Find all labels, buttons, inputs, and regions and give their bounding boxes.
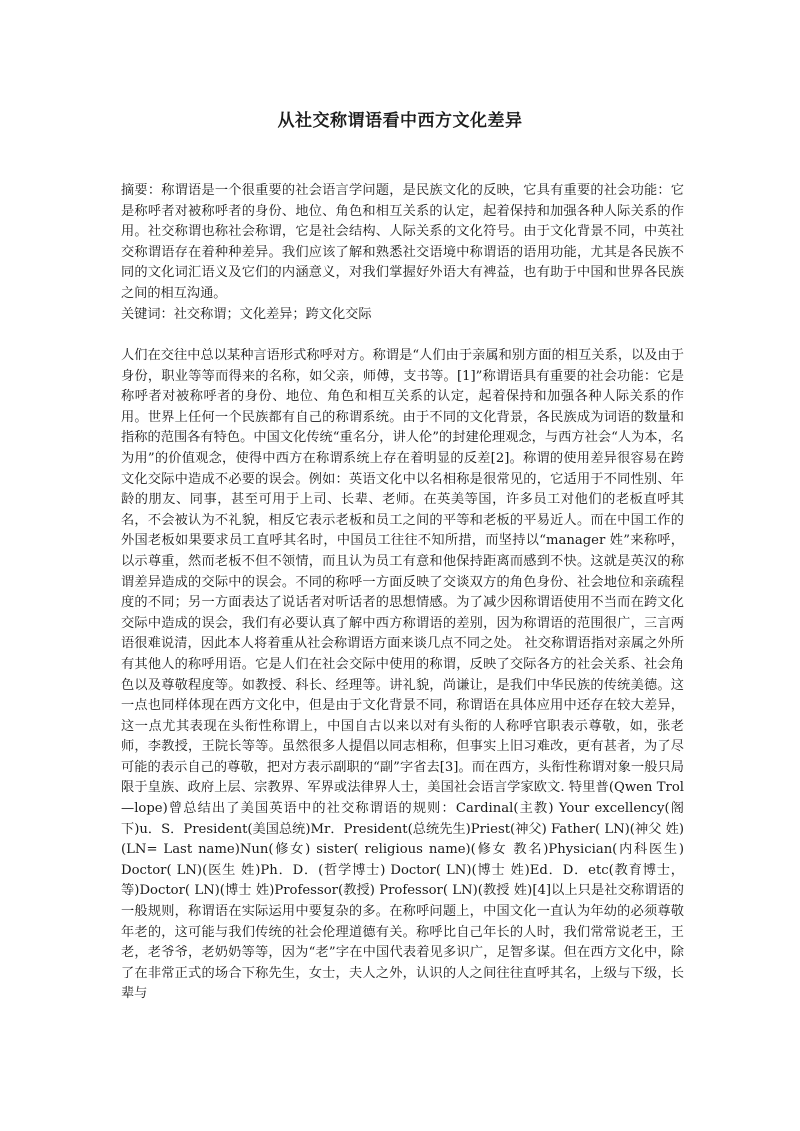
main-body — [121, 346, 684, 1005]
abstract-paragraph: 摘要：称谓语是一个很重要的社会语言学问题，是民族文化的反映，它具有重要的社会功能：它是称呼者对被称呼者的身份、地位、角色和相互关系的认定，起着保持和加强各种人际关系的作用。社交称谓也称社会称谓，它是社会结构、人际关系的文化符号。由于文化背景不同，中英社交称谓语存在着种种差异。我们应该了解和熟悉社交语境中称谓语的语用功能，尤其是各民族不同的文化词汇语义及它们的内涵意义，对我们掌握好外语大有裨益，也有助于中国和世界各民族之间的相互沟通。 — [121, 183, 684, 301]
document-title: 从社交称谓语看中西方文化差异 — [277, 111, 523, 131]
abstract-section — [121, 181, 684, 325]
keywords-line: 关键词：社交称谓；文化差异；跨文化交际 — [121, 306, 372, 322]
body-paragraph: 人们在交往中总以某种言语形式称呼对方。称谓是“人们由于亲属和别方面的相互关系，以及由于身份，职业等等而得来的名称，如父亲，师傅，支书等。[1]”称谓语具有重要的社会功能：它是称呼者对被称呼者的身份、地位、角色和相互关系的认定，起着保持和加强各种人际关系的作用。世界上任何一个民族都有自己的称谓系统。由于不同的文化背景，各民族成为词语的数量和指称的范围各有特色。中国文化传统“重名分，讲人伦”的封建伦理观念，与西方社会“人为本，名为用”的价值观念，使得中西方在称谓系统上存在着明显的反差[2]。称谓的使用差异很容易在跨文化交际中造成不必要的误会。例如：英语文化中以名相称是很常见的，它适用于不同性别、年龄的朋友、同事，甚至可用于上司、长辈、老师。在英美等国，许多员工对他们的老板直呼其名，不会被认为不礼貌，相反它表示老板和员工之间的平等和老板的平易近人。而在中国工作的外国老板如果要求员工直呼其名时，中国员工往往不知所措，而坚持以“manager 姓”来称呼，以示尊重，然而老板不但不领情，而且认为员工有意和他保持距离而感到不快。这就是英汉的称谓差异造成的交际中的误会。不同的称呼一方面反映了交谈双方的角色身份、社会地位和亲疏程度的不同；另一方面表达了说话者对听话者的思想情感。为了减少因称谓语使用不当而在跨文化交际中造成的误会，我们有必要认真了解中西方称谓语的差别，因为称谓语的范围很广，三言两语很难说清，因此本人将着重从社会称谓语方面来谈几点不同之处。 社交称谓语指对亲属之外所有其他人的称呼用语。它是人们在社会交际中使用的称谓，反映了交际各方的社会关系、社会角色以及尊敬程度等。如教授、科长、经理等。讲礼貌，尚谦让，是我们中华民族的传统美德。这一点也同样体现在西方文化中，但是由于文化背景不同，称谓语在具体应用中还存在较大差异，这一点尤其表现在头衔性称谓上，中国自古以来以对有头衔的人称呼官职表示尊敬，如，张老师，李教授，王院长等等。虽然很多人提倡以同志相称，但事实上旧习难改，更有甚者，为了尽可能的表示自己的尊敬，把对方表示副职的“副”字省去[3]。而在西方，头衔性称谓对象一般只局限于皇族、政府上层、宗教界、军界或法律界人士，美国社会语言学家欧文. 特里普(Qwen Trol—lope)曾总结出了美国英语中的社交称谓语的规则：Cardinal(主教) Your excellency(阁下)u．S．President(美国总统)Mr．President(总统先生)Priest(神父) Father( LN)(神父 姓)(LN= Last name)Nun(修女) sister( religious name)(修女 教名)Physician(内科医生) Doctor( LN)(医生 姓)Ph．D．(哲学博士) Doctor( LN)(博士 姓)Ed．D．etc(教育博士，等)Doctor( LN)(博士 姓)Professor(教授) Professor( LN)(教授 姓)[4]以上只是社交称谓语的一般规则，称谓语在实际运用中要复杂的多。在称呼问题上，中国文化一直认为年幼的必须尊敬年老的，这可能与我们传统的社会伦理道德有关。称呼比自己年长的人时，我们常常说老王，王老，老爷爷，老奶奶等等，因为“老”字在中国代表着见多识广，足智多谋。但在西方文化中，除了在非常正式的场合下称先生，女士，夫人之外，认识的人之间往往直呼其名，上级与下级，长辈与 — [121, 348, 684, 1002]
